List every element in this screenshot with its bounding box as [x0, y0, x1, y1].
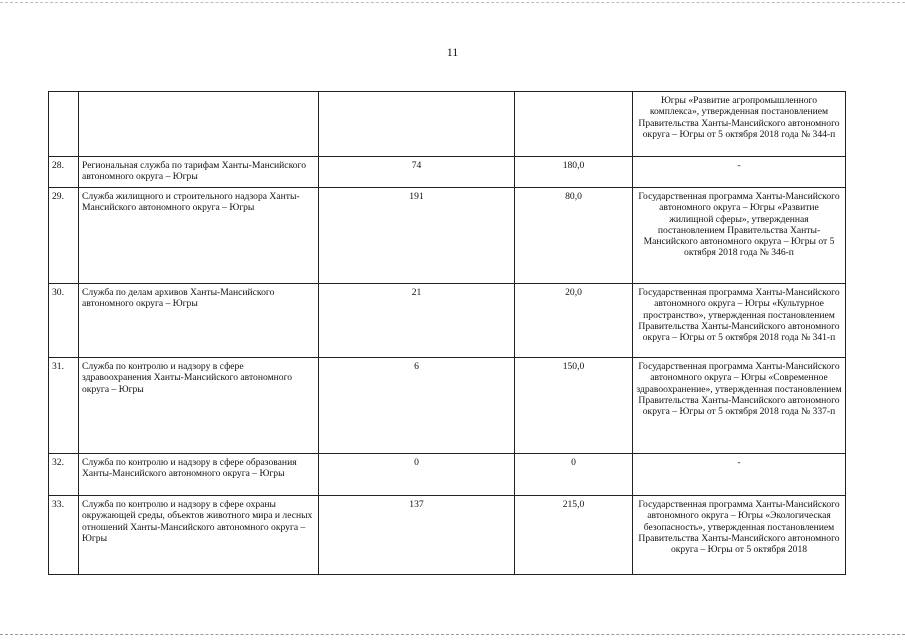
table-row: [49, 188, 846, 284]
agency-name: Региональная служба по тарифам Ханты-Мансийского автономного округа – Югры: [79, 157, 319, 188]
page-number: 11: [446, 45, 459, 59]
amount-value: 180,0: [515, 157, 633, 188]
agency-name: Служба по контролю и надзору в сфере образования Ханты-Мансийского автономного округа – Югры: [79, 454, 319, 496]
count-value: 0: [319, 454, 515, 496]
row-number: 28.: [49, 157, 79, 188]
program-text: -: [633, 454, 846, 496]
agency-name: [79, 92, 319, 157]
scan-edge-bottom: [0, 634, 905, 635]
row-number: [49, 92, 79, 157]
row-number: 30.: [49, 284, 79, 358]
amount-value: 80,0: [515, 188, 633, 284]
table-row: [49, 496, 846, 575]
row-number: 33.: [49, 496, 79, 575]
table-row: [49, 454, 846, 496]
row-number: 32.: [49, 454, 79, 496]
scan-edge-top: [0, 2, 905, 3]
count-value: 6: [319, 358, 515, 454]
amount-value: 20,0: [515, 284, 633, 358]
count-value: 21: [319, 284, 515, 358]
row-number: 29.: [49, 188, 79, 284]
table-row-continuation: [49, 92, 846, 157]
data-table: [48, 91, 846, 575]
amount-value: 215,0: [515, 496, 633, 575]
program-text: Государственная программа Ханты-Мансийского автономного округа – Югры «Культурное пространство», утвержденная постановлением Правительства Ханты-Мансийского автономного округа – Югры от 5 октября 2018 года № 341-п: [633, 284, 846, 358]
row-number: 31.: [49, 358, 79, 454]
count-value: 191: [319, 188, 515, 284]
table-row: [49, 284, 846, 358]
program-text: Государственная программа Ханты-Мансийского автономного округа – Югры «Развитие жилищной сферы», утвержденная постановлением Правительства Ханты-Мансийского автономного округа – Югры от 5 октября 2018 года № 346-п: [633, 188, 846, 284]
amount-value: [515, 92, 633, 157]
program-text: Государственная программа Ханты-Мансийского автономного округа – Югры «Современное здравоохранение», утвержденная постановлением Правительства Ханты-Мансийского автономного округа – Югры от 5 октября 2018 года № 337-п: [633, 358, 846, 454]
program-text: Югры «Развитие агропромышленного комплекса», утвержденная постановлением Правительства Ханты-Мансийского автономного округа – Югры от 5 октября 2018 года № 344-п: [633, 92, 846, 157]
agency-name: Служба жилищного и строительного надзора Ханты-Мансийского автономного округа – Югры: [79, 188, 319, 284]
count-value: [319, 92, 515, 157]
count-value: 137: [319, 496, 515, 575]
table-row: [49, 157, 846, 188]
amount-value: 150,0: [515, 358, 633, 454]
program-text: -: [633, 157, 846, 188]
agency-name: Служба по делам архивов Ханты-Мансийского автономного округа – Югры: [79, 284, 319, 358]
amount-value: 0: [515, 454, 633, 496]
agency-name: Служба по контролю и надзору в сфере охраны окружающей среды, объектов животного мира и лесных отношений Ханты-Мансийского автономного округа – Югры: [79, 496, 319, 575]
program-text: Государственная программа Ханты-Мансийского автономного округа – Югры «Экологическая безопасность», утвержденная постановлением Правительства Ханты-Мансийского автономного округа – Югры от 5 октября 2018: [633, 496, 846, 575]
count-value: 74: [319, 157, 515, 188]
agency-name: Служба по контролю и надзору в сфере здравоохранения Ханты-Мансийского автономного округа – Югры: [79, 358, 319, 454]
table-row: [49, 358, 846, 454]
